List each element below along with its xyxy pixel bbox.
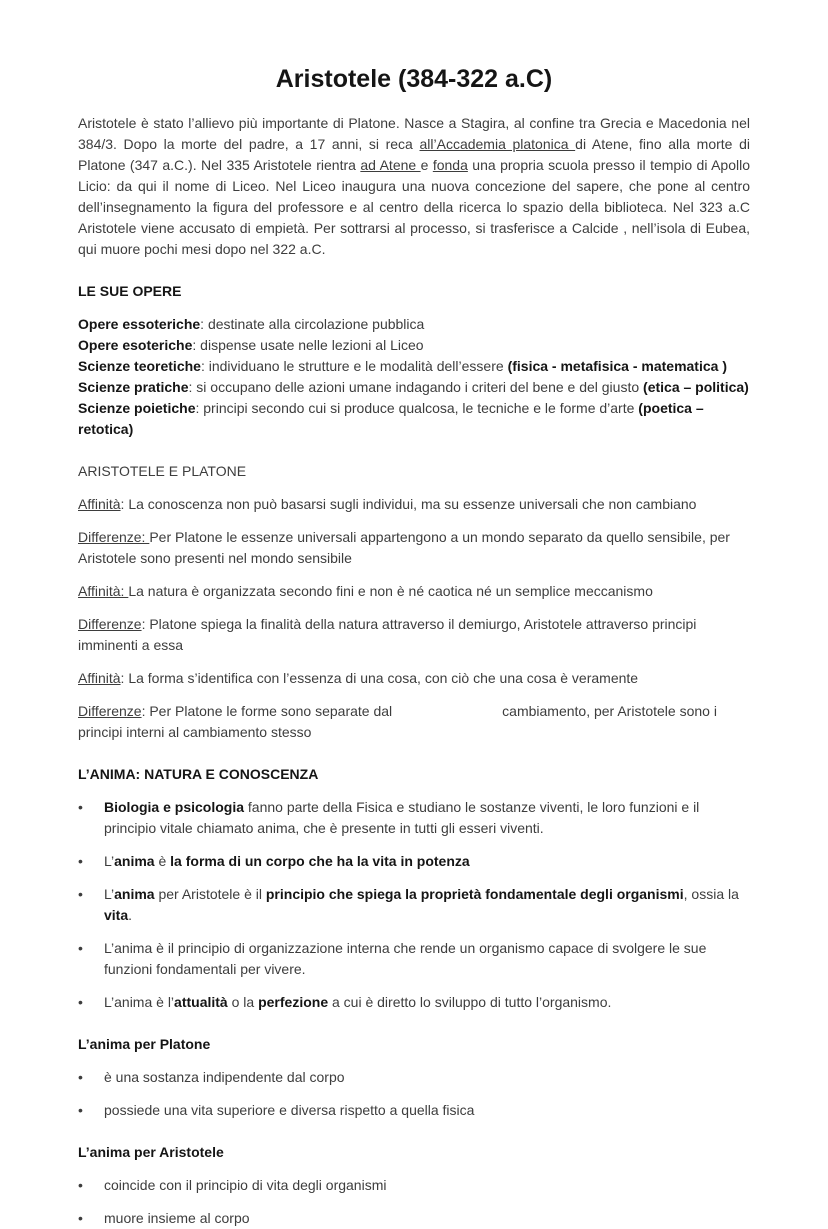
opere-item-label: Scienze poietiche bbox=[78, 400, 196, 416]
underline-atene: ad Atene bbox=[360, 157, 421, 173]
bullet-item bbox=[78, 1100, 750, 1121]
bullet-run: , ossia la bbox=[683, 886, 739, 902]
affinity-label: Affinità bbox=[78, 670, 121, 686]
difference-text-after-gap: cambiamento, per Aristotele sono i bbox=[502, 703, 717, 719]
bullet-content: possiede una vita superiore e diversa rispetto a quella fisica bbox=[104, 1102, 475, 1118]
bullet-run-bold: attualità bbox=[174, 994, 228, 1010]
opere-item bbox=[78, 377, 750, 398]
opere-item bbox=[78, 314, 750, 335]
intro-paragraph bbox=[78, 113, 750, 260]
opere-item-tail: (etica – politica) bbox=[643, 379, 749, 395]
bullet-run-bold: Biologia e psicologia bbox=[104, 799, 245, 815]
affinity-text: : La forma s’identifica con l’essenza di una cosa, con ciò che una cosa è veramente bbox=[120, 670, 639, 686]
bullet-item bbox=[78, 797, 750, 839]
opere-item-text: : principi secondo cui si produce qualcosa, le tecniche e le forme d’arte bbox=[195, 400, 639, 416]
difference-item-1 bbox=[78, 527, 750, 569]
opere-item-text: : destinate alla circolazione pubblica bbox=[200, 316, 425, 332]
section-heading-confronto: ARISTOTELE E PLATONE bbox=[78, 463, 247, 479]
bullet-item bbox=[78, 1067, 750, 1088]
bullet-content bbox=[104, 797, 750, 839]
opere-item-tail: (poetica – retotica) bbox=[78, 400, 704, 437]
bullet-run-bold: la forma di un corpo che ha la vita in potenza bbox=[170, 853, 470, 869]
opere-item-text: : individuano le strutture e le modalità dell’essere bbox=[200, 358, 508, 374]
bullet-run: L’ bbox=[104, 853, 115, 869]
section-heading-opere: LE SUE OPERE bbox=[78, 283, 182, 299]
bullet-content bbox=[104, 851, 750, 872]
bullet-run: fanno parte della Fisica e studiano le sostanze viventi, le loro funzioni e il principio vitale chiamato anima, che è presente in tutti gli esseri viventi. bbox=[104, 799, 700, 836]
bullet-item bbox=[78, 1175, 750, 1196]
bullet-run: . bbox=[128, 907, 133, 923]
bullet-marker: • bbox=[78, 799, 83, 815]
bullet-marker: • bbox=[78, 1210, 83, 1226]
difference-label: Differenze bbox=[78, 703, 142, 719]
difference-line-1 bbox=[78, 701, 750, 722]
opere-item-label: Scienze pratiche bbox=[78, 379, 189, 395]
bullet-run: L’anima è il principio di organizzazione interna che rende un organismo capace di svolgere le sue funzioni fondamentali per vivere. bbox=[104, 940, 707, 977]
intro-text-4: una propria scuola presso il tempio di Apollo Licio: da qui il nome di Liceo. Nel Liceo inaugura una nuova concezione del sapere, che pone al centro dell’insegnamento la figura del professore e al centro della ricerca lo spazio della biblioteca. Nel 323 a.C Aristotele viene accusato di empietà. Per sottrarsi al processo, si trasferisce a Calcide , nell’isola di Eubea, qui muore pochi mesi dopo nel 322 a.C. bbox=[78, 157, 750, 257]
underline-fonda: fonda bbox=[432, 157, 468, 173]
bullet-item bbox=[78, 1208, 750, 1229]
bullet-marker: • bbox=[78, 994, 83, 1010]
bullet-content: muore insieme al corpo bbox=[104, 1210, 250, 1226]
bullet-run: a cui è diretto lo sviluppo di tutto l’organismo. bbox=[328, 994, 612, 1010]
opere-item-tail: (fisica - metafisica - matematica ) bbox=[507, 358, 727, 374]
bullet-run: L’anima è l’ bbox=[104, 994, 175, 1010]
difference-text-before-gap: : Per Platone le forme sono separate dal bbox=[141, 703, 393, 719]
difference-text: : Platone spiega la finalità della natura attraverso il demiurgo, Aristotele attraverso principi imminenti a essa bbox=[78, 616, 697, 653]
difference-label: Differenze: bbox=[78, 529, 150, 545]
bullet-item bbox=[78, 851, 750, 872]
opere-item-label: Scienze teoretiche bbox=[78, 358, 201, 374]
affinity-label: Affinità: bbox=[78, 583, 129, 599]
bullet-marker: • bbox=[78, 940, 83, 956]
opere-item bbox=[78, 335, 750, 356]
page-title: Aristotele (384-322 a.C) bbox=[275, 65, 553, 93]
opere-item bbox=[78, 356, 750, 377]
difference-label: Differenze bbox=[78, 616, 142, 632]
opere-item-label: Opere esoteriche bbox=[78, 337, 193, 353]
bullet-run-bold: vita bbox=[104, 907, 129, 923]
bullet-run: L’ bbox=[104, 886, 115, 902]
bullet-content bbox=[104, 884, 750, 926]
affinity-text: : La conoscenza non può basarsi sugli individui, ma su essenze universali che non cambiano bbox=[120, 496, 697, 512]
bullet-run: è bbox=[154, 853, 171, 869]
bullet-marker: • bbox=[78, 1069, 83, 1085]
bullet-run-bold: principio che spiega la proprietà fondamentale degli organismi bbox=[265, 886, 684, 902]
opere-item bbox=[78, 398, 750, 440]
bullet-marker: • bbox=[78, 1102, 83, 1118]
opere-item-text: : si occupano delle azioni umane indagando i criteri del bene e del giusto bbox=[188, 379, 644, 395]
underline-accademia: all’Accademia platonica bbox=[419, 136, 576, 152]
difference-item-3 bbox=[78, 701, 750, 743]
intro-text-2: di Atene, fino alla morte di Platone (347 a.C.). Nel 335 Aristotele rientra bbox=[78, 136, 750, 173]
subheading-anima-platone: L’anima per Platone bbox=[78, 1036, 211, 1052]
bullet-run: o la bbox=[227, 994, 259, 1010]
opere-item-text: : dispense usate nelle lezioni al Liceo bbox=[192, 337, 424, 353]
bullet-content: coincide con il principio di vita degli organismi bbox=[104, 1177, 387, 1193]
bullet-marker: • bbox=[78, 1177, 83, 1193]
difference-item-2 bbox=[78, 614, 750, 656]
affinity-item-3 bbox=[78, 668, 750, 689]
intro-text-1: Aristotele è stato l’allievo più importante di Platone. Nasce a Stagira, al confine tra Grecia e Macedonia nel 384/3. Dopo la morte del padre, a 17 anni, si reca bbox=[78, 115, 750, 152]
bullet-run: per Aristotele è il bbox=[154, 886, 266, 902]
affinity-item-2 bbox=[78, 581, 750, 602]
bullet-run-bold: anima bbox=[114, 886, 155, 902]
bullet-marker: • bbox=[78, 853, 83, 869]
affinity-text: La natura è organizzata secondo fini e non è né caotica né un semplice meccanismo bbox=[128, 583, 653, 599]
opere-list bbox=[78, 314, 750, 440]
bullet-content bbox=[104, 938, 750, 980]
bullet-content: è una sostanza indipendente dal corpo bbox=[104, 1069, 345, 1085]
bullet-item bbox=[78, 992, 750, 1013]
bullet-item bbox=[78, 938, 750, 980]
affinity-label: Affinità bbox=[78, 496, 121, 512]
bullet-run-bold: anima bbox=[114, 853, 155, 869]
difference-line-2: principi interni al cambiamento stesso bbox=[78, 724, 312, 740]
affinity-item-1 bbox=[78, 494, 750, 515]
opere-item-label: Opere essoteriche bbox=[78, 316, 201, 332]
intro-text-3: e bbox=[420, 157, 433, 173]
bullet-run-bold: perfezione bbox=[258, 994, 329, 1010]
bullet-marker: • bbox=[78, 886, 83, 902]
difference-text: Per Platone le essenze universali appartengono a un mondo separato da quello sensibile, per Aristotele sono presenti nel mondo sensibile bbox=[78, 529, 730, 566]
bullet-content bbox=[104, 992, 750, 1013]
section-heading-anima: L’ANIMA: NATURA E CONOSCENZA bbox=[78, 766, 319, 782]
bullet-item bbox=[78, 884, 750, 926]
subheading-anima-aristotele: L’anima per Aristotele bbox=[78, 1144, 224, 1160]
